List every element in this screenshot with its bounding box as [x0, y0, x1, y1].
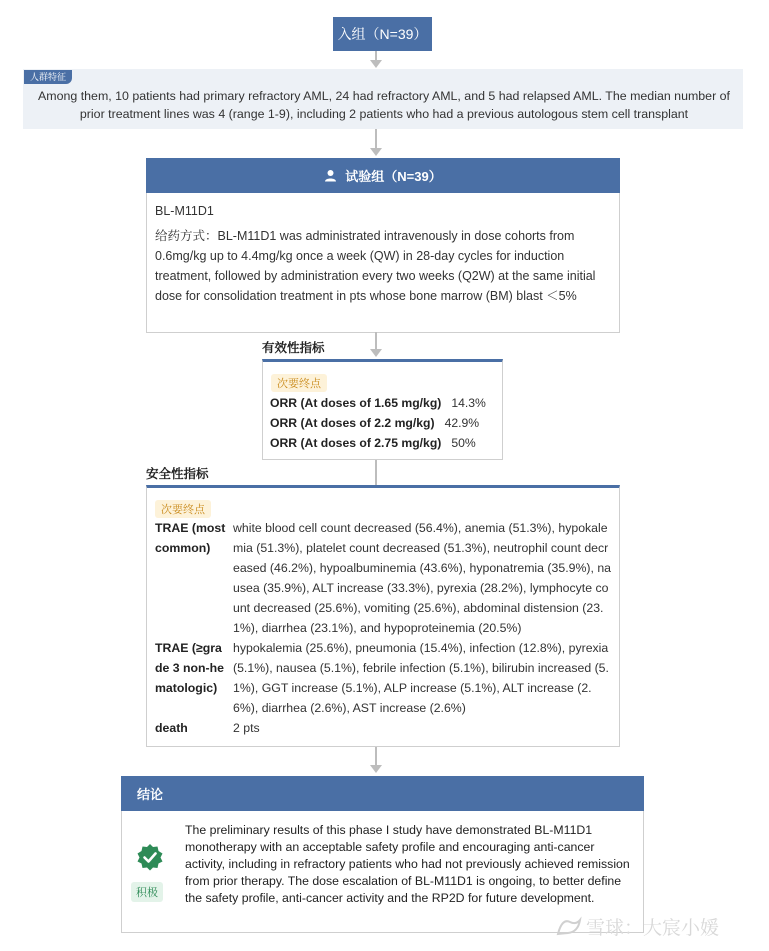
orr-label: ORR (At doses of 1.65 mg/kg)	[270, 396, 442, 410]
trial-group-title: 试验组（N=39）	[345, 169, 442, 184]
safety-title: 安全性指标	[146, 467, 209, 481]
death-value: 2 pts	[233, 721, 260, 735]
trae-grade3-value: hypokalemia (25.6%), pneumonia (15.4%), infection (12.8%), pyrexia (5.1%), nausea (5.1%), febrile infection (5.1%), bilirubin increased (5.1%), GGT increase (5.1%), ALP increase (5.1%), ALT increase (2.6%), diarrhea (2.6%), AST increase (2.6%)	[233, 641, 609, 715]
watermark	[556, 913, 719, 940]
orr-value: 50%	[451, 436, 476, 450]
watermark-text: 雪球：大宸小媛	[586, 918, 720, 939]
population-tag: 人群特征	[24, 70, 72, 84]
efficacy-badge: 次要终点	[271, 374, 327, 392]
orr-value: 14.3%	[451, 396, 486, 410]
conclusion-header	[121, 776, 644, 811]
connector-line	[375, 332, 377, 350]
drug-name: BL-M11D1	[155, 204, 214, 218]
dosing-text: 给药方式：BL-M11D1 was administrated intravenously in dose cohorts from 0.6mg/kg up to 4.4mg/kg once a week (QW) in 28-day cycles for induction treatment, followed by administration every two weeks (Q2W) at the same initial dose for consolidation treatment in pts whose bone marrow (BM) blast ＜5%	[155, 229, 596, 303]
orr-value: 42.9%	[444, 416, 480, 430]
connector-arrow	[370, 60, 382, 68]
trae-grade3-label: TRAE (≥grade 3 non-hematologic)	[155, 641, 225, 695]
connector-line	[375, 460, 377, 485]
orr-row	[270, 416, 479, 430]
enrollment-box	[333, 17, 432, 51]
connector-arrow	[370, 148, 382, 156]
connector-arrow	[370, 349, 382, 357]
trae-common-value: white blood cell count decreased (56.4%), anemia (51.3%), hypokalemia (51.3%), platelet count decreased (51.3%), neutrophil count decreased (46.2%), hypoalbuminemia (43.6%), hyponatremia (35.9%), nausea (35.9%), ALT increase (33.3%), pyrexia (28.2%), lymphocyte count decreased (25.6%), vomiting (25.6%), abdominal distension (23.1%), diarrhea (23.1%), and hypoproteinemia (20.5%)	[233, 521, 611, 635]
trial-group-header	[146, 158, 620, 193]
check-badge-icon	[136, 843, 164, 871]
orr-label: ORR (At doses of 2.75 mg/kg)	[270, 436, 442, 450]
connector-line	[375, 129, 377, 149]
snowball-logo-icon	[556, 916, 582, 938]
population-text: Among them, 10 patients had primary refractory AML, 24 had refractory AML, and 5 had relapsed AML. The median number of prior treatment lines was 4 (range 1-9), including 2 patients who had a previous autologous stem cell transplant	[38, 89, 730, 121]
death-label: death	[155, 721, 188, 735]
enrollment-label: 入组（N=39）	[337, 26, 428, 42]
orr-row	[270, 396, 486, 410]
positive-badge: 积极	[131, 882, 163, 902]
trae-common-label: TRAE (most common)	[155, 521, 226, 555]
connector-arrow	[370, 765, 382, 773]
orr-label: ORR (At doses of 2.2 mg/kg)	[270, 416, 435, 430]
conclusion-text: The preliminary results of this phase I study have demonstrated BL-M11D1 monotherapy with an acceptable safety profile and encouraging anti-cancer activity, including in refractory patients who had not previously achieved remission from prior therapy. The dose escalation of BL-M11D1 is ongoing, to better define the safety profile, anti-cancer activity and the RP2D for future development.	[185, 823, 630, 905]
connector-line	[375, 747, 377, 766]
person-icon	[324, 169, 337, 182]
efficacy-title: 有效性指标	[262, 341, 325, 355]
safety-badge: 次要终点	[155, 500, 211, 518]
orr-row	[270, 436, 476, 450]
conclusion-title: 结论	[137, 787, 164, 802]
